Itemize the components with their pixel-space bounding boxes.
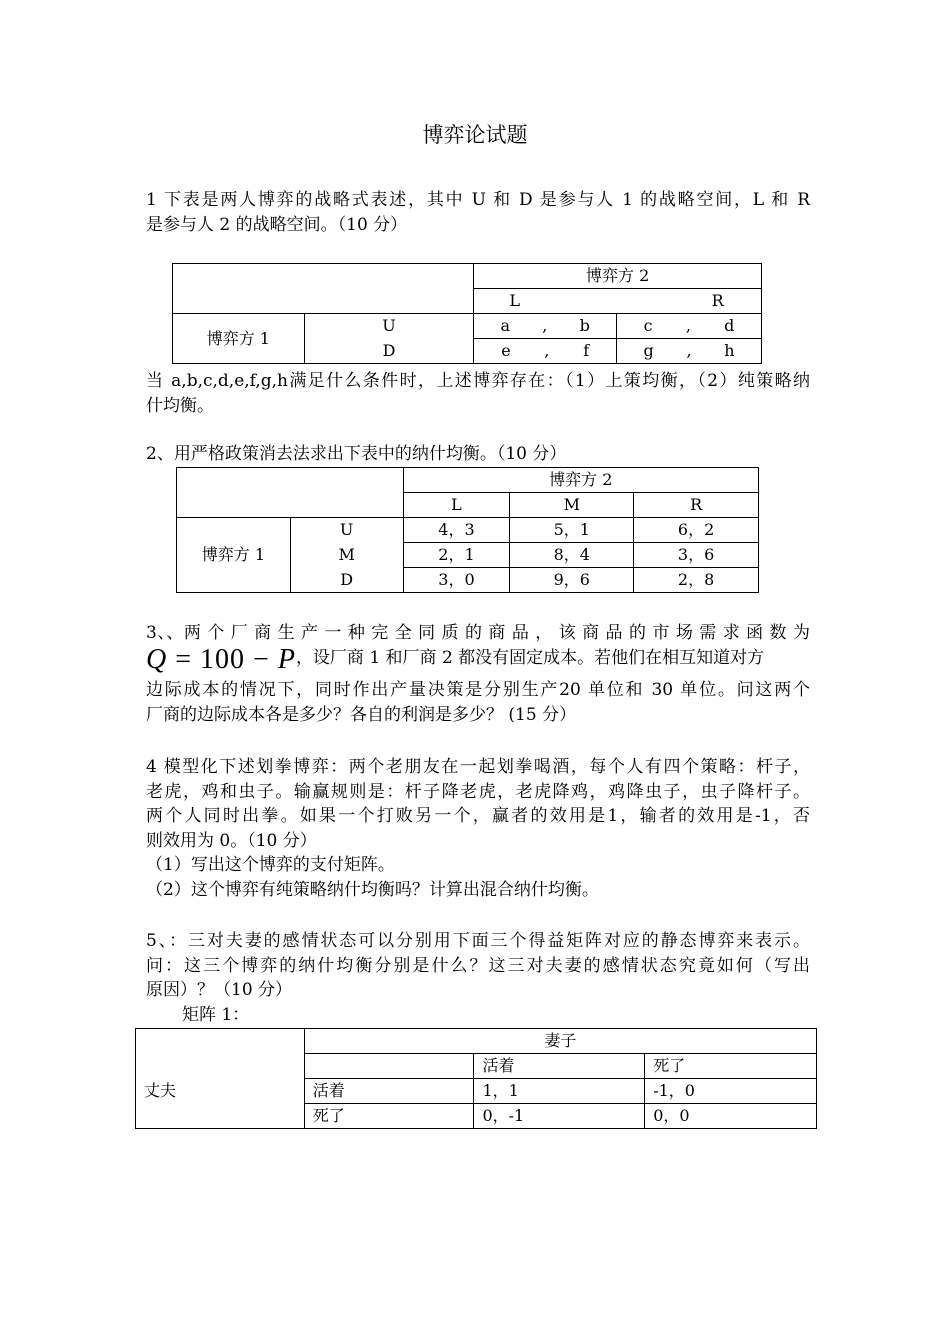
q2-cell-DR: 2，8 bbox=[634, 568, 759, 593]
q1-text bbox=[146, 188, 810, 237]
q4-line-2: 老虎，鸡和虫子。输赢规则是：杆子降老虎，老虎降鸡，鸡降虫子，虫子降杆子。 bbox=[146, 781, 810, 802]
q4-line-5: （1）写出这个博弈的支付矩阵。 bbox=[146, 855, 395, 875]
q2-col-L: L bbox=[403, 493, 510, 518]
q2-corner-cell bbox=[177, 468, 404, 518]
q2-col-R: R bbox=[634, 493, 759, 518]
q2-cell-MM: 8，4 bbox=[510, 543, 634, 568]
q1-corner-cell bbox=[173, 264, 474, 314]
q5-corner-top bbox=[136, 1029, 305, 1054]
q2-player2-header: 博弈方 2 bbox=[403, 468, 758, 493]
q5-cell-alive-alive: 1，1 bbox=[474, 1079, 645, 1104]
q5-col-dead: 死了 bbox=[645, 1054, 817, 1079]
q2-cell-DM: 9，6 bbox=[510, 568, 634, 593]
q2-line: 2、用严格政策消去法求出下表中的纳什均衡。（10 分） bbox=[146, 444, 567, 464]
q2-row-D: D bbox=[290, 568, 403, 593]
q5-cell-dead-dead: 0，0 bbox=[645, 1104, 817, 1129]
q1-col-L-cell bbox=[474, 289, 617, 314]
q1-row-D: D bbox=[304, 339, 474, 364]
q2-row-U: U bbox=[290, 518, 403, 543]
q1-after-text bbox=[146, 369, 810, 418]
q1-player2-header: 博弈方 2 bbox=[474, 264, 762, 289]
q1-player1-header: 博弈方 1 bbox=[173, 314, 305, 364]
q1-col-R: R bbox=[711, 291, 724, 310]
q4-line-6: （2）这个博弈有纯策略纳什均衡吗？计算出混合纳什均衡。 bbox=[146, 879, 599, 900]
page-title: 博弈论试题 bbox=[422, 123, 528, 147]
demand-equation: Q = 100 − P bbox=[146, 643, 296, 675]
q1-cell-UL: a , b bbox=[474, 314, 617, 339]
q3-line-3: 边际成本的情况下，同时作出产量决策是分别生产20 单位和 30 单位。问这两个 bbox=[146, 680, 810, 700]
q5-cell-alive-dead: -1，0 bbox=[645, 1079, 817, 1104]
q4-text bbox=[146, 755, 810, 902]
q1-cell-DR: g , h bbox=[617, 339, 762, 364]
q2-player1-header: 博弈方 1 bbox=[177, 518, 291, 593]
q3-equation-line bbox=[146, 638, 810, 675]
q5-col-alive: 活着 bbox=[474, 1054, 645, 1079]
q1-col-R-cell bbox=[617, 289, 762, 314]
q2-cell-DL: 3，0 bbox=[403, 568, 510, 593]
q5-line-3: 原因）？（10 分） bbox=[146, 980, 293, 1000]
q5-husband-header: 丈夫 bbox=[136, 1054, 305, 1129]
q5-empty-cell bbox=[304, 1054, 474, 1079]
q2-cell-MR: 3，6 bbox=[634, 543, 759, 568]
q5-row-dead: 死了 bbox=[304, 1104, 474, 1129]
q5-line-1: 5、：三对夫妻的感情状态可以分别用下面三个得益矩阵对应的静态博弈来表示。 bbox=[146, 931, 810, 951]
q1-line-1: 1 下表是两人博弈的战略式表述，其中 U 和 D 是参与人 1 的战略空间，L 和 R bbox=[146, 190, 810, 210]
q2-col-M: M bbox=[510, 493, 634, 518]
q5-text bbox=[146, 929, 810, 1003]
q3-line-4: 厂商的边际成本各是多少？各自的利润是多少？ (15 分） bbox=[146, 704, 577, 725]
q1-row-U: U bbox=[304, 314, 474, 339]
q2-payoff-table bbox=[176, 467, 759, 593]
q1-after-line-2: 什均衡。 bbox=[146, 395, 214, 416]
q5-wife-header: 妻子 bbox=[304, 1029, 816, 1054]
q4-line-4: 则效用为 0。（10 分） bbox=[146, 830, 317, 851]
q5-payoff-table bbox=[135, 1028, 817, 1129]
q2-cell-UR: 6，2 bbox=[634, 518, 759, 543]
q3-line-1: 3、、两 个 厂 商 生 产 一 种 完 全 同 质 的 商 品 ， 该 商 品 的 市 场 需 求 函 数 为 bbox=[146, 623, 810, 643]
q1-after-line-1: 当 a,b,c,d,e,f,g,h满足什么条件时，上述博弈存在：（1）上策均衡，（2）纯策略纳 bbox=[146, 371, 810, 391]
q2-cell-ML: 2，1 bbox=[403, 543, 510, 568]
q2-row-M: M bbox=[290, 543, 403, 568]
q5-cell-dead-alive: 0，-1 bbox=[474, 1104, 645, 1129]
q5-row-alive: 活着 bbox=[304, 1079, 474, 1104]
q3-text-rest bbox=[146, 678, 810, 727]
q1-cell-DL: e , f bbox=[474, 339, 617, 364]
q1-line-2: 是参与人 2 的战略空间。（10 分） bbox=[146, 214, 408, 235]
q1-payoff-table bbox=[172, 263, 762, 364]
q1-col-L: L bbox=[509, 291, 520, 310]
q5-line-2: 问：这三个博弈的纳什均衡分别是什么？这三对夫妻的感情状态究竟如何（写出 bbox=[146, 955, 810, 976]
q1-cell-UR: c , d bbox=[617, 314, 762, 339]
q2-cell-UL: 4，3 bbox=[403, 518, 510, 543]
q5-matrix-label: 矩阵 1： bbox=[182, 1005, 250, 1025]
q2-text bbox=[146, 442, 810, 467]
q4-line-3: 两个人同时出拳。如果一个打败另一个，赢者的效用是1，输者的效用是-1，否 bbox=[146, 806, 810, 826]
q2-cell-UM: 5，1 bbox=[510, 518, 634, 543]
q3-line-2: ，设厂商 1 和厂商 2 都没有固定成本。若他们在相互知道对方 bbox=[295, 647, 765, 668]
q4-line-1: 4 模型化下述划拳博弈：两个老朋友在一起划拳喝酒，每个人有四个策略：杆子， bbox=[146, 757, 810, 777]
